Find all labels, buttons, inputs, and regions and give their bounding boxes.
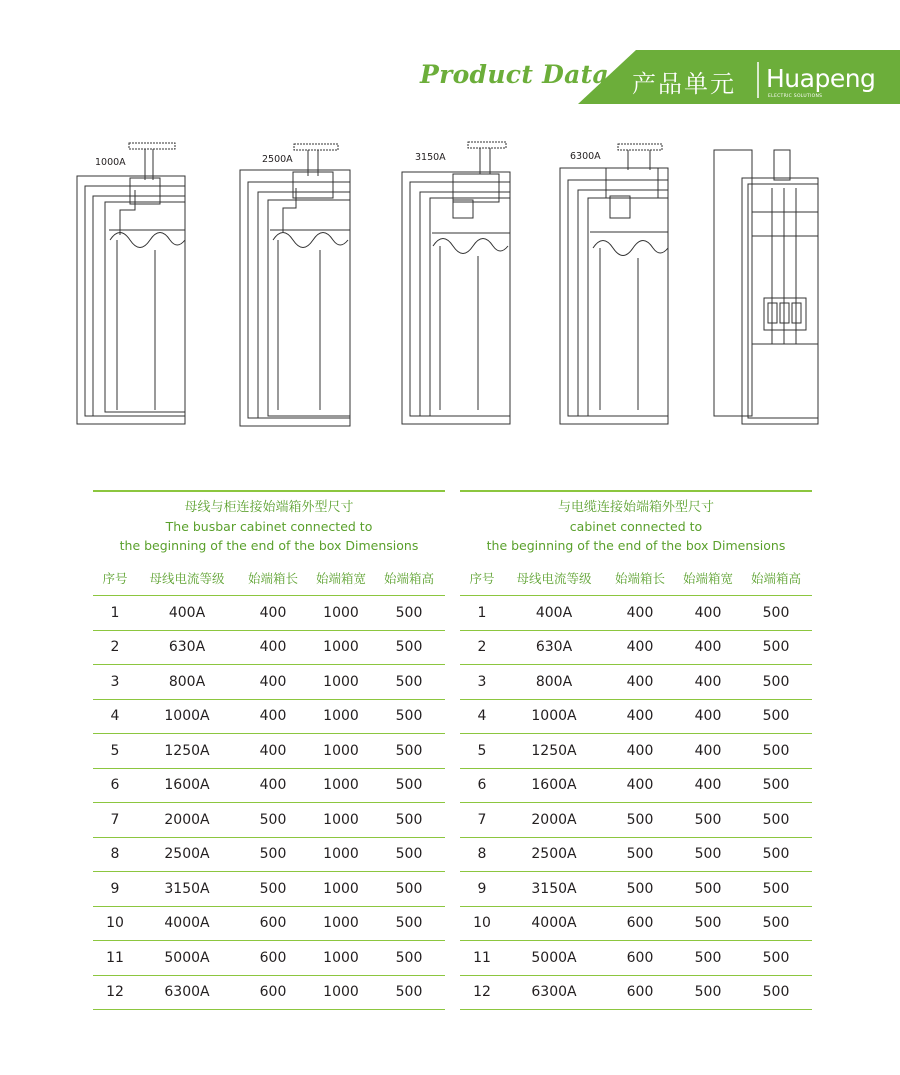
cell-width: 500	[694, 984, 722, 1001]
cell-current: 400A	[168, 604, 206, 621]
table-caption	[460, 498, 812, 555]
table-row	[93, 665, 445, 700]
drawing-label-6300a: 6300A	[570, 151, 601, 162]
cell-length: 400	[626, 777, 654, 794]
cell-current: 3150A	[531, 880, 577, 897]
cell-current: 1600A	[164, 777, 210, 794]
cell-width: 500	[694, 949, 722, 966]
cell-index: 7	[477, 811, 487, 828]
caption-en-line1: The busbar cabinet connected to	[165, 519, 373, 534]
cell-width: 400	[694, 639, 722, 656]
header-length: 始端箱长	[247, 571, 298, 586]
cell-index: 3	[477, 673, 487, 690]
cell-length: 600	[259, 984, 287, 1001]
cell-index: 2	[110, 639, 120, 656]
cabinet-drawing-3150a	[398, 138, 518, 428]
cabinet-drawing-6300a	[558, 140, 678, 430]
cell-index: 1	[110, 604, 120, 621]
cell-height: 500	[762, 777, 790, 794]
cell-length: 500	[259, 811, 287, 828]
table-header-row	[460, 561, 812, 596]
cell-height: 500	[395, 984, 423, 1001]
table-row	[460, 734, 812, 769]
cell-index: 6	[477, 777, 487, 794]
cell-width: 500	[694, 915, 722, 932]
header-index: 序号	[469, 571, 495, 586]
header-index: 序号	[102, 571, 128, 586]
cell-index: 4	[110, 708, 120, 725]
cell-height: 500	[395, 673, 423, 690]
cell-current: 5000A	[531, 949, 577, 966]
cell-width: 1000	[323, 708, 359, 725]
table-row	[93, 631, 445, 666]
cell-height: 500	[395, 708, 423, 725]
cell-length: 400	[259, 777, 287, 794]
cell-current: 630A	[535, 639, 573, 656]
brand-subtitle: ELECTRIC SOLUTIONS	[768, 94, 823, 99]
table-row	[460, 631, 812, 666]
cell-width: 1000	[323, 604, 359, 621]
cell-width: 1000	[323, 811, 359, 828]
cell-width: 500	[694, 880, 722, 897]
table-row	[93, 838, 445, 873]
table-row	[460, 976, 812, 1011]
category-title: 产品单元	[632, 70, 736, 98]
cell-height: 500	[395, 846, 423, 863]
cell-length: 500	[626, 811, 654, 828]
cell-length: 400	[626, 604, 654, 621]
cell-height: 500	[762, 880, 790, 897]
cell-width: 500	[694, 811, 722, 828]
cell-current: 400A	[535, 604, 573, 621]
cell-index: 11	[106, 949, 124, 966]
cell-current: 4000A	[164, 915, 210, 932]
cell-height: 500	[762, 846, 790, 863]
table-row	[460, 665, 812, 700]
caption-cn: 母线与柜连接始端箱外型尺寸	[184, 500, 354, 515]
table-caption	[93, 498, 445, 555]
table-row	[460, 803, 812, 838]
cell-length: 600	[626, 984, 654, 1001]
table-row	[93, 769, 445, 804]
table-row	[93, 700, 445, 735]
cell-length: 500	[626, 880, 654, 897]
cell-height: 500	[762, 915, 790, 932]
cell-length: 400	[259, 639, 287, 656]
brand-logo: Huapeng	[766, 64, 876, 93]
cell-index: 10	[473, 915, 491, 932]
cell-length: 400	[626, 708, 654, 725]
cell-index: 7	[110, 811, 120, 828]
cell-current: 2000A	[531, 811, 577, 828]
cell-height: 500	[395, 811, 423, 828]
cabinet-drawing-2500a	[238, 140, 358, 430]
busbar-dimensions-table	[93, 490, 445, 1010]
cell-index: 9	[477, 880, 487, 897]
table-body	[460, 596, 812, 1010]
cell-current: 1600A	[531, 777, 577, 794]
cell-current: 5000A	[164, 949, 210, 966]
cell-length: 400	[626, 673, 654, 690]
cell-height: 500	[762, 949, 790, 966]
table-row	[460, 700, 812, 735]
cell-length: 400	[259, 742, 287, 759]
cell-width: 400	[694, 604, 722, 621]
cable-dimensions-table	[460, 490, 812, 1010]
header-length: 始端箱长	[614, 571, 665, 586]
cell-width: 1000	[323, 915, 359, 932]
table-row	[93, 907, 445, 942]
table-row	[93, 872, 445, 907]
cell-current: 1000A	[164, 708, 210, 725]
cell-length: 500	[626, 846, 654, 863]
cell-height: 500	[395, 604, 423, 621]
table-top-rule	[93, 490, 445, 492]
cell-index: 11	[473, 949, 491, 966]
drawing-label-1000a: 1000A	[95, 157, 126, 168]
cell-width: 1000	[323, 949, 359, 966]
cell-width: 1000	[323, 880, 359, 897]
header-current: 母线电流等级	[149, 571, 225, 586]
header-width: 始端箱宽	[315, 571, 366, 586]
cell-width: 400	[694, 673, 722, 690]
cell-index: 5	[110, 742, 120, 759]
header-width: 始端箱宽	[682, 571, 733, 586]
table-row	[460, 769, 812, 804]
cell-length: 400	[259, 604, 287, 621]
cell-width: 1000	[323, 639, 359, 656]
table-header-row	[93, 561, 445, 596]
cell-current: 2500A	[164, 846, 210, 863]
header-current: 母线电流等级	[516, 571, 592, 586]
cell-current: 2500A	[531, 846, 577, 863]
cell-height: 500	[762, 742, 790, 759]
table-row	[460, 941, 812, 976]
cell-width: 1000	[323, 846, 359, 863]
cell-height: 500	[395, 880, 423, 897]
cabinet-drawing-side	[712, 148, 822, 428]
caption-en-line1: cabinet connected to	[569, 519, 703, 534]
caption-en-line2: the beginning of the end of the box Dimensions	[119, 538, 419, 553]
page-title: Product Data	[420, 60, 610, 89]
cell-current: 6300A	[164, 984, 210, 1001]
table-row	[460, 838, 812, 873]
cell-current: 3150A	[164, 880, 210, 897]
cell-index: 1	[477, 604, 487, 621]
cell-current: 800A	[535, 673, 573, 690]
header-height: 始端箱高	[750, 571, 801, 586]
cell-index: 2	[477, 639, 487, 656]
cell-height: 500	[395, 949, 423, 966]
cell-index: 4	[477, 708, 487, 725]
cell-width: 1000	[323, 777, 359, 794]
table-row	[93, 976, 445, 1011]
cell-length: 400	[259, 673, 287, 690]
cell-height: 500	[762, 673, 790, 690]
cell-width: 400	[694, 708, 722, 725]
cell-current: 800A	[168, 673, 206, 690]
cell-height: 500	[395, 639, 423, 656]
cell-current: 630A	[168, 639, 206, 656]
cell-current: 1250A	[164, 742, 210, 759]
cell-length: 400	[626, 639, 654, 656]
cell-height: 500	[395, 915, 423, 932]
table-row	[93, 596, 445, 631]
cell-length: 400	[259, 708, 287, 725]
cell-current: 1000A	[531, 708, 577, 725]
cell-index: 12	[106, 984, 124, 1001]
table-row	[93, 941, 445, 976]
cell-current: 4000A	[531, 915, 577, 932]
cell-length: 500	[259, 846, 287, 863]
cell-width: 1000	[323, 742, 359, 759]
cell-height: 500	[762, 984, 790, 1001]
cell-index: 10	[106, 915, 124, 932]
cell-index: 5	[477, 742, 487, 759]
drawing-label-3150a: 3150A	[415, 152, 446, 163]
cell-width: 1000	[323, 984, 359, 1001]
table-row	[460, 872, 812, 907]
cell-index: 6	[110, 777, 120, 794]
table-top-rule	[460, 490, 812, 492]
cell-length: 600	[259, 915, 287, 932]
table-row	[460, 596, 812, 631]
cell-length: 600	[259, 949, 287, 966]
cell-index: 3	[110, 673, 120, 690]
cell-height: 500	[395, 777, 423, 794]
cell-width: 1000	[323, 673, 359, 690]
cell-length: 600	[626, 949, 654, 966]
cell-height: 500	[762, 639, 790, 656]
cell-width: 400	[694, 777, 722, 794]
caption-cn: 与电缆连接始端箱外型尺寸	[557, 500, 714, 515]
header-height: 始端箱高	[383, 571, 434, 586]
cell-length: 400	[626, 742, 654, 759]
cabinet-drawing-1000a	[75, 140, 195, 430]
cell-index: 9	[110, 880, 120, 897]
cell-height: 500	[762, 604, 790, 621]
table-row	[460, 907, 812, 942]
cell-height: 500	[762, 708, 790, 725]
cell-index: 12	[473, 984, 491, 1001]
cell-current: 2000A	[164, 811, 210, 828]
cell-width: 400	[694, 742, 722, 759]
cell-height: 500	[762, 811, 790, 828]
table-row	[93, 803, 445, 838]
cell-length: 500	[259, 880, 287, 897]
cell-height: 500	[395, 742, 423, 759]
cell-index: 8	[110, 846, 120, 863]
table-body	[93, 596, 445, 1010]
cell-length: 600	[626, 915, 654, 932]
header-banner	[0, 0, 900, 110]
cell-current: 1250A	[531, 742, 577, 759]
cell-current: 6300A	[531, 984, 577, 1001]
drawing-label-2500a: 2500A	[262, 154, 293, 165]
cell-width: 500	[694, 846, 722, 863]
caption-en-line2: the beginning of the end of the box Dimensions	[486, 538, 786, 553]
table-row	[93, 734, 445, 769]
cell-index: 8	[477, 846, 487, 863]
